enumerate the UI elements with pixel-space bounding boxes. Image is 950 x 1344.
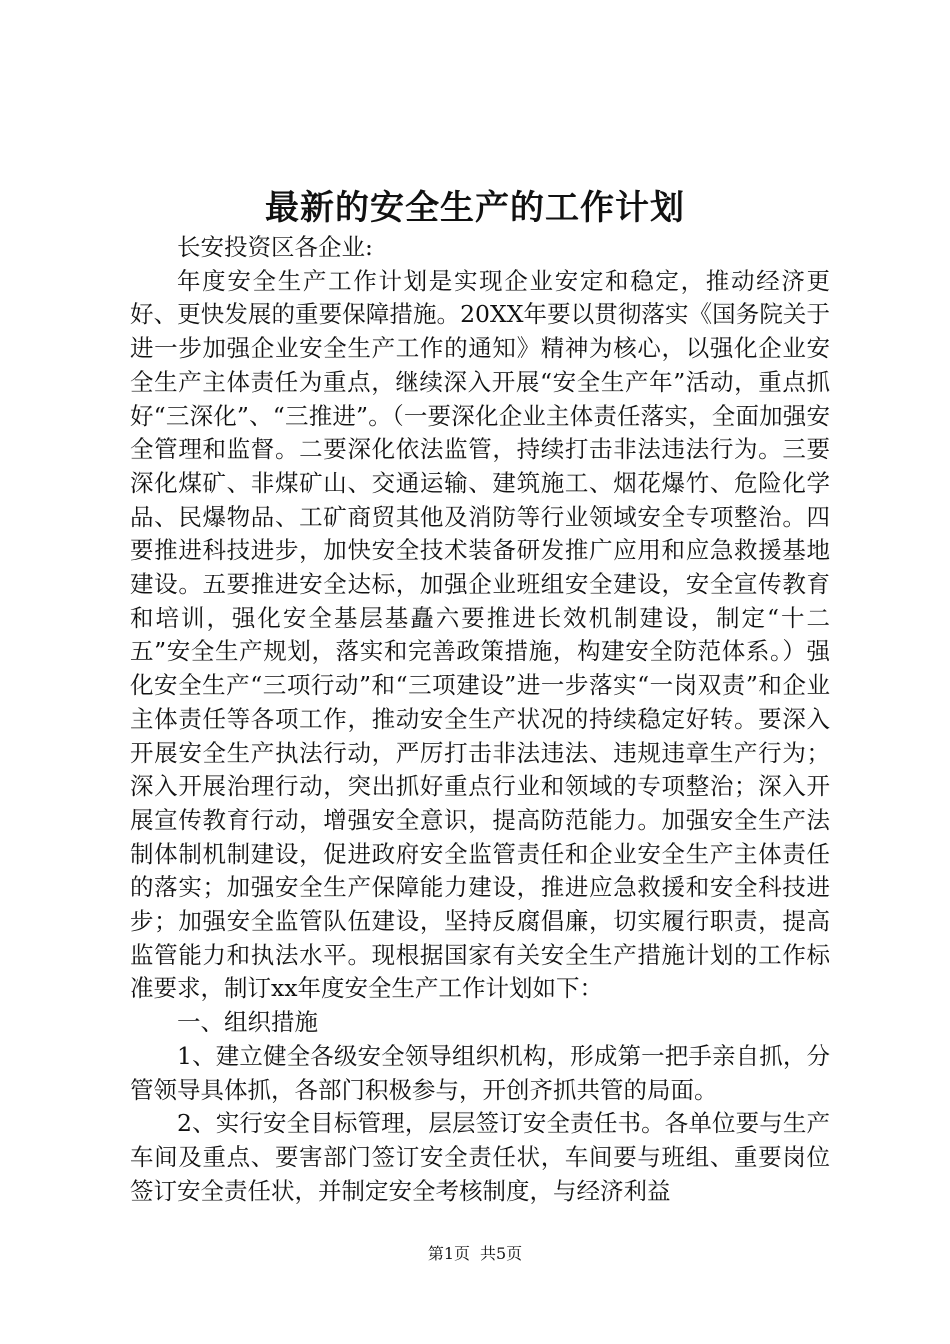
page-number: 第1页 (427, 1244, 470, 1263)
body-paragraph: 年度安全生产工作计划是实现企业安定和稳定，推动经济更好、更快发展的重要保障措施。20XX年要以贯彻落实《国务院关于进一步加强企业安全生产工作的通知》精神为核心，以强化企业安全生产主体责任为重点，继续深入开展“安全生产年”活动，重点抓好“三深化”、“三推进”。（一要深化企业主体责任落实，全面加强安全管理和监督。二要深化依法监管，持续打击非法违法行为。三要深化煤矿、非煤矿山、交通运输、建筑施工、烟花爆竹、危险化学品、民爆物品、工矿商贸其他及消防等行业领域安全专项整治。四要推进科技进步，加快安全技术装备研发推广应用和应急救援基地建设。五要推进安全达标，加强企业班组安全建设，安全宣传教育和培训，强化安全基层基矗六要推进长效机制建设，制定“十二五”安全生产规划，落实和完善政策措施，构建安全防范体系。）强化安全生产“三项行动”和“三项建设”进一步落实“一岗双责”和企业主体责任等各项工作，推动安全生产状况的持续稳定好转。要深入开展安全生产执法行动，严厉打击非法违法、违规违章生产行为；深入开展治理行动，突出抓好重点行业和领域的专项整治；深入开展宣传教育行动，增强安全意识，提高防范能力。加强安全生产法制体制机制建设，促进政府安全监管责任和企业安全生产主体责任的落实；加强安全生产保障能力建设，推进应急救援和安全科技进步；加强安全监管队伍建设，坚持反腐倡廉，切实履行职责，提高监管能力和执法水平。现根据国家有关安全生产措施计划的工作标准要求，制订xx年度安全生产工作计划如下： (130, 266, 830, 1003)
page-footer (0, 1243, 950, 1265)
document-title: 最新的安全生产的工作计划 (265, 188, 685, 228)
salutation: 长安投资区各企业: (177, 233, 373, 261)
body-paragraph: 2、实行安全目标管理，层层签订安全责任书。各单位要与生产车间及重点、要害部门签订安全责任状，车间要与班组、重要岗位签订安全责任状，并制定安全考核制度，与经济利益 (130, 1109, 830, 1205)
section-heading: 一、组织措施 (177, 1008, 318, 1037)
document-body (130, 231, 830, 1208)
body-paragraph: 1、建立健全各级安全领导组织机构，形成第一把手亲自抓，分管领导具体抓，各部门积极参与，开创齐抓共管的局面。 (130, 1041, 830, 1104)
page-total: 共5页 (480, 1244, 523, 1263)
